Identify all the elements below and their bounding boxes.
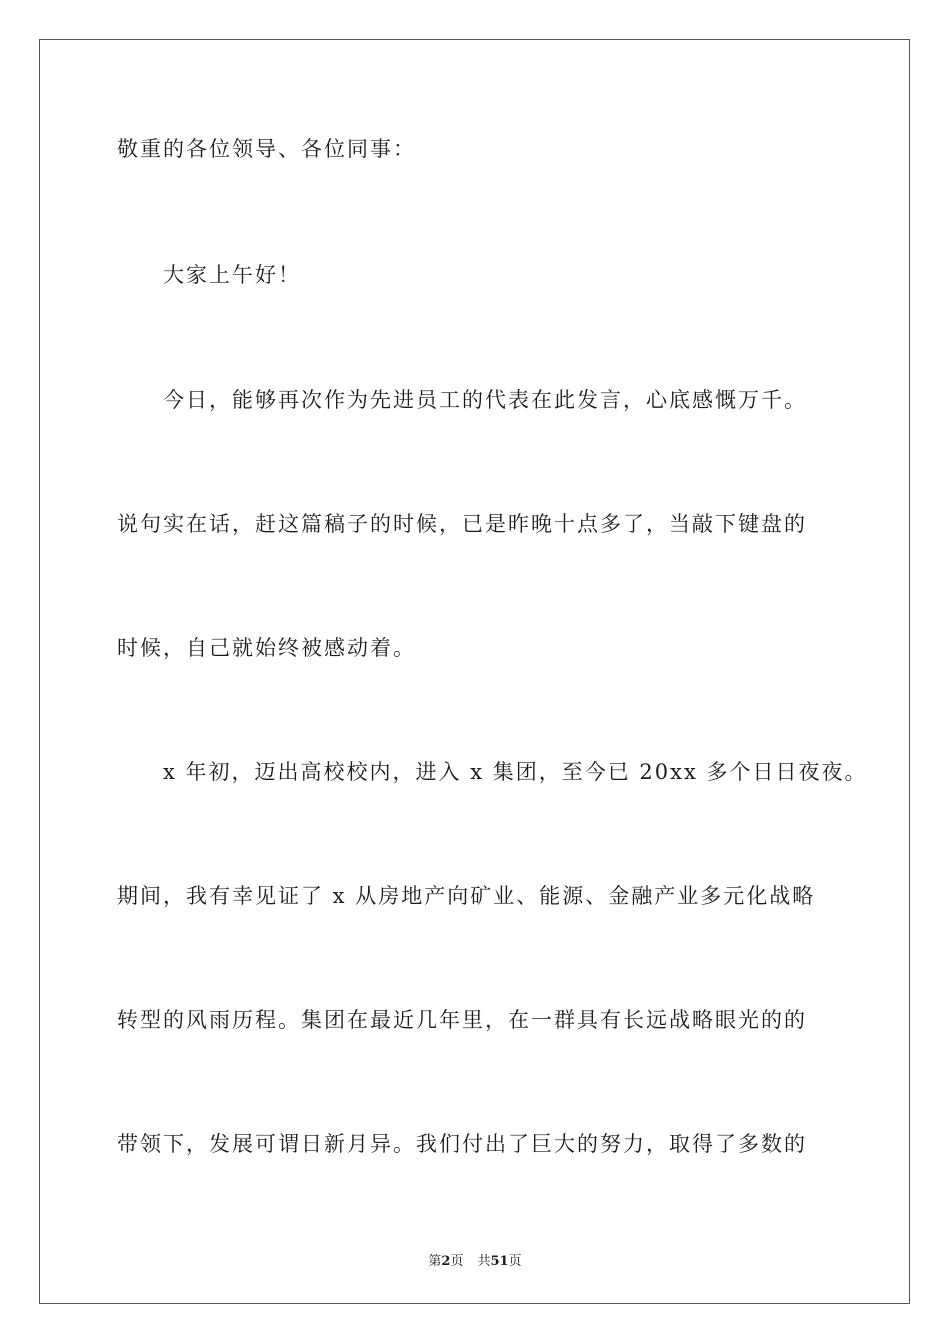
paragraph-2-line-1: 说句实在话，赶这篇稿子的时候，已是昨晚十点多了，当敲下键盘的 <box>117 512 807 536</box>
page-footer <box>0 1250 950 1269</box>
paragraph-3-line-4: 带领下，发展可谓日新月异。我们付出了巨大的努力，取得了多数的 <box>117 1132 807 1156</box>
paragraph-2-line-2: 时候，自己就始终被感动着。 <box>117 636 416 660</box>
footer-page-prefix: 第 <box>428 1254 442 1269</box>
footer-page-number: 2 <box>441 1254 451 1269</box>
paragraph-3-line-2: 期间，我有幸见证了 x 从房地产向矿业、能源、金融产业多元化战略 <box>117 884 816 908</box>
paragraph-3-line-3: 转型的风雨历程。集团在最近几年里，在一群具有长远战略眼光的的 <box>117 1008 807 1032</box>
salutation-line: 敬重的各位领导、各位同事： <box>117 137 416 161</box>
paragraph-3-line-1: x 年初，迈出高校校内，进入 x 集团，至今已 20xx 多个日日夜夜。 <box>163 760 868 784</box>
footer-total-prefix: 共 <box>477 1254 491 1269</box>
footer-total-pages: 51 <box>490 1254 509 1269</box>
footer-total-suffix: 页 <box>508 1254 522 1269</box>
greeting-line: 大家上午好！ <box>163 263 301 287</box>
paragraph-1-line-1: 今日，能够再次作为先进员工的代表在此发言，心底感慨万千。 <box>163 388 807 412</box>
page-border <box>39 39 910 1304</box>
footer-page-suffix: 页 <box>450 1254 464 1269</box>
